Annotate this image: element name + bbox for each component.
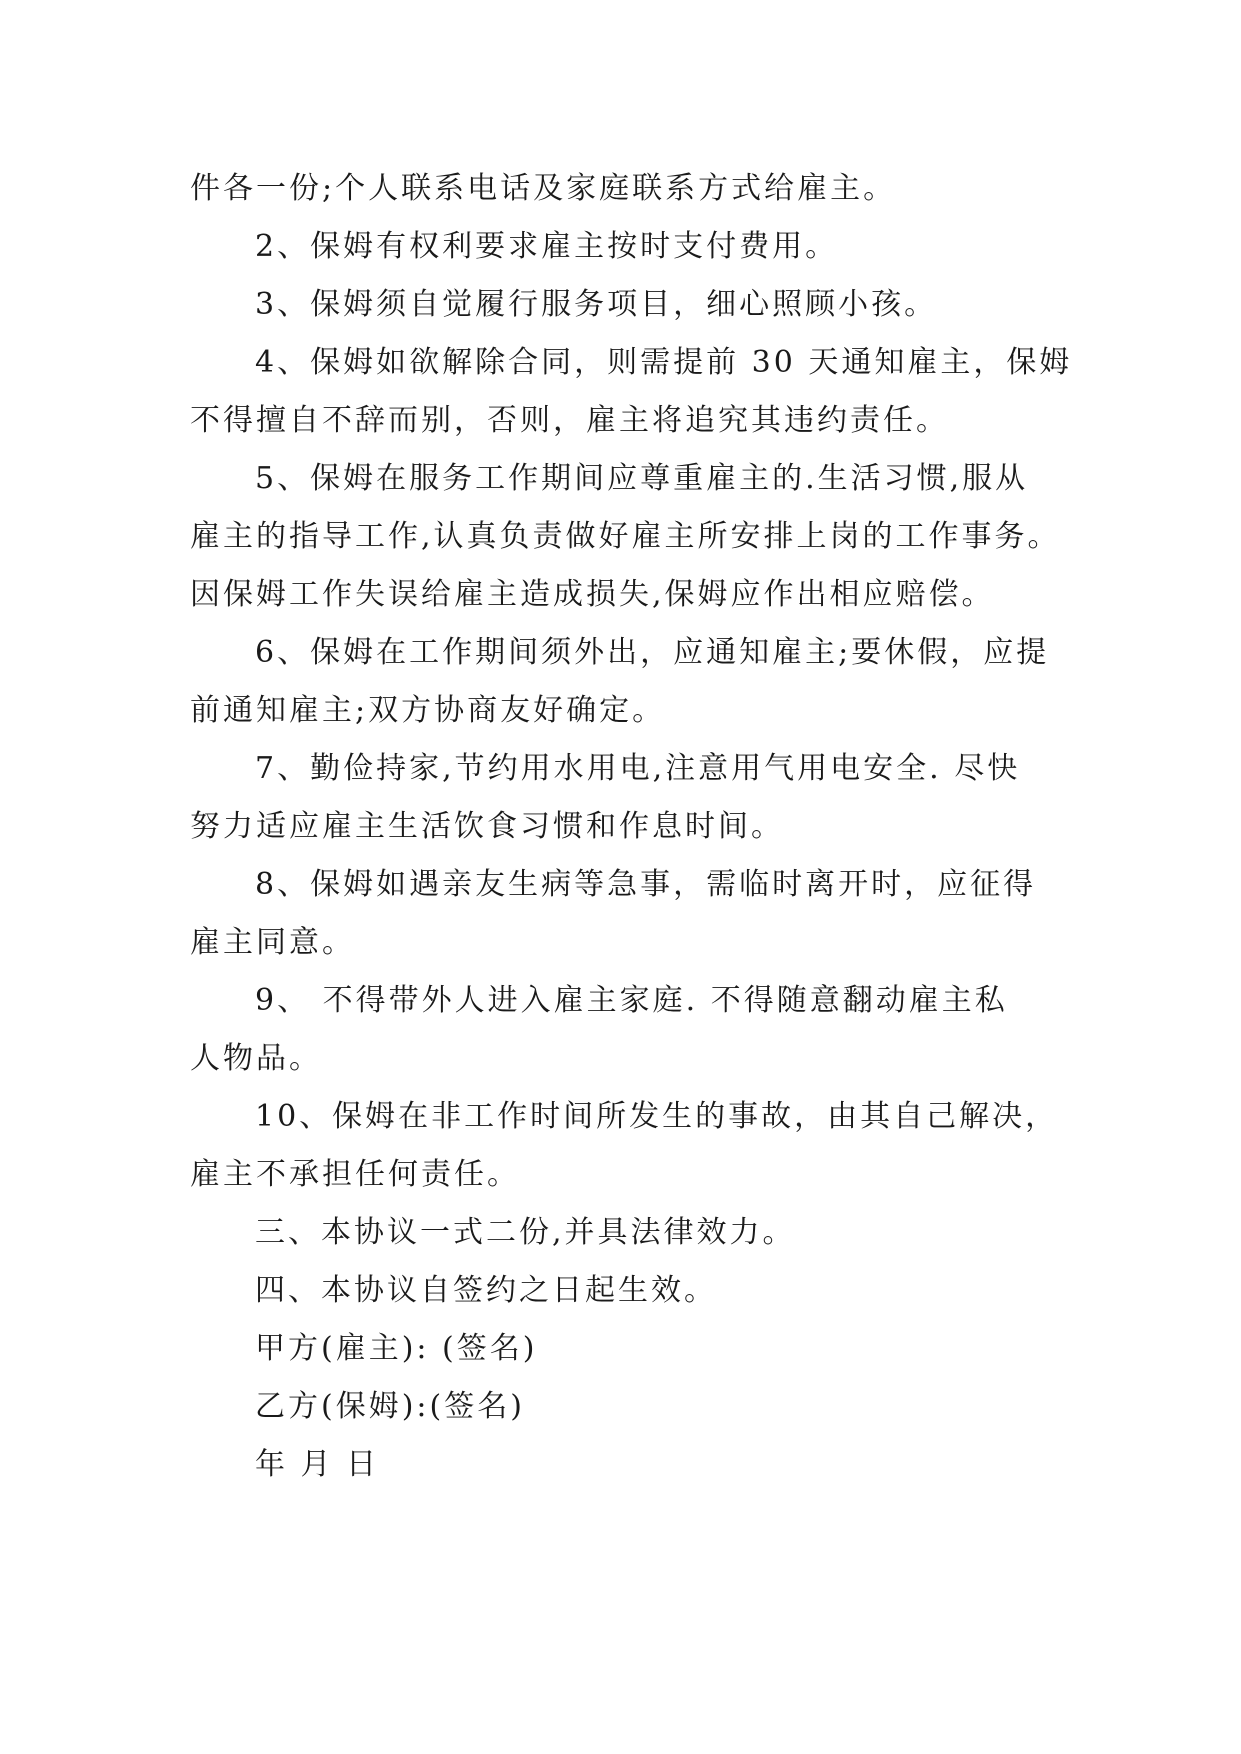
- party-a-signature: 甲方(雇主): (签名): [255, 1331, 538, 1366]
- clause-9-line-2: 人物品。: [190, 1041, 322, 1076]
- clause-4-line-1: 4、保姆如欲解除合同，则需提前 30 天通知雇主，保姆: [255, 345, 1073, 380]
- paragraph-continuation: 件各一份;个人联系电话及家庭联系方式给雇主。: [190, 171, 897, 206]
- clause-2: 2、保姆有权利要求雇主按时支付费用。: [255, 229, 839, 264]
- clause-7-line-2: 努力适应雇主生活饮食习惯和作息时间。: [190, 809, 784, 844]
- clause-7-line-1: 7、勤俭持家,节约用水用电,注意用气用电安全. 尽快: [255, 751, 1021, 786]
- clause-4-line-2: 不得擅自不辞而别，否则，雇主将追究其违约责任。: [190, 403, 949, 438]
- clause-6-line-2: 前通知雇主;双方协商友好确定。: [190, 693, 666, 728]
- section-3: 三、本协议一式二份,并具法律效力。: [255, 1215, 796, 1250]
- clause-10-line-1: 10、保姆在非工作时间所发生的事故，由其自己解决，: [255, 1099, 1059, 1134]
- clause-6-line-1: 6、保姆在工作期间须外出，应通知雇主;要休假，应提: [255, 635, 1050, 670]
- clause-8-line-2: 雇主同意。: [190, 925, 355, 960]
- party-b-signature: 乙方(保姆):(签名): [255, 1389, 525, 1424]
- clause-8-line-1: 8、保姆如遇亲友生病等急事，需临时离开时，应征得: [255, 867, 1037, 902]
- document-body: [190, 160, 1073, 1494]
- section-4: 四、本协议自签约之日起生效。: [255, 1273, 717, 1308]
- clause-9-line-1: 9、 不得带外人进入雇主家庭. 不得随意翻动雇主私: [255, 983, 1008, 1018]
- clause-5-line-1: 5、保姆在服务工作期间应尊重雇主的.生活习惯,服从: [255, 461, 1029, 496]
- clause-10-line-2: 雇主不承担任何责任。: [190, 1157, 520, 1192]
- clause-5-line-3: 因保姆工作失误给雇主造成损失,保姆应作出相应赔偿。: [190, 577, 995, 612]
- clause-5-line-2: 雇主的指导工作,认真负责做好雇主所安排上岗的工作事务。: [190, 519, 1061, 554]
- date-line: 年 月 日: [255, 1447, 380, 1482]
- clause-3: 3、保姆须自觉履行服务项目，细心照顾小孩。: [255, 287, 938, 322]
